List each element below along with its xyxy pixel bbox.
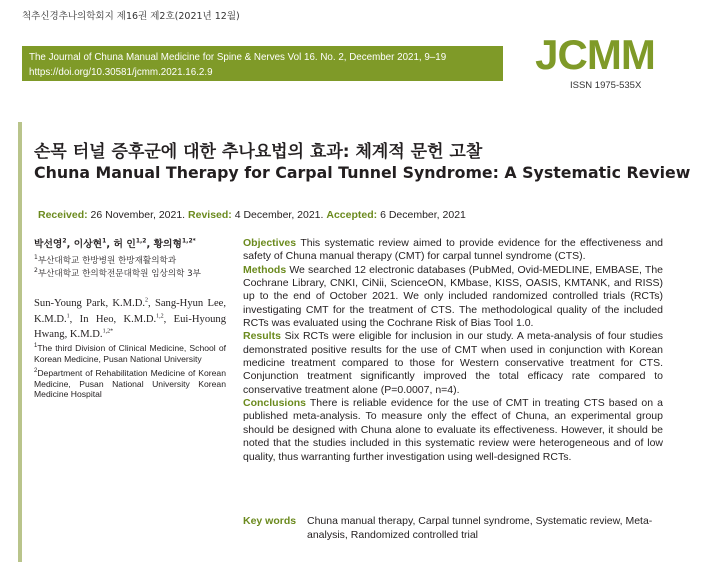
abstract-methods	[243, 264, 663, 331]
author-affiliation-mark: 1	[102, 237, 107, 245]
conclusions-heading: Conclusions	[243, 397, 307, 410]
affiliation-mark: 2	[34, 368, 38, 375]
author-affiliation-mark: 1,2	[135, 237, 147, 245]
left-margin-rule	[18, 122, 22, 562]
affiliation-mark: 2	[34, 267, 38, 275]
article-dates	[38, 209, 466, 221]
journal-logo: JCMM	[535, 31, 655, 78]
objectives-heading: Objectives	[243, 237, 297, 249]
author-affiliation-mark: 1,2*	[102, 328, 114, 335]
journal-citation: The Journal of Chuna Manual Medicine for Spine & Nerves Vol 16. No. 2, December 2021, 9–19	[29, 52, 447, 63]
author-affiliation-mark: 2	[62, 237, 67, 245]
results-heading: Results	[243, 330, 281, 343]
affiliation-mark: 1	[34, 254, 38, 262]
affiliation-item	[34, 255, 239, 268]
author-name: In Heo, K.M.D.	[79, 313, 157, 325]
author-name: 허 인	[113, 239, 136, 250]
keywords-text: Chuna manual therapy, Carpal tunnel syndrome, Systematic review, Meta-analysis, Randomized controlled trial	[307, 515, 653, 541]
author-affiliation-mark: 1,2	[156, 312, 164, 319]
author-name: 이상현	[73, 239, 103, 250]
affiliation-item	[34, 368, 226, 400]
issn-number: ISSN 1975-535X	[570, 80, 642, 91]
affiliation-text: Department of Rehabilitation Medicine of Korean Medicine, Pusan National University Korean Medicine Hospital	[34, 368, 226, 400]
affiliation-item	[34, 268, 239, 281]
abstract-conclusions	[243, 397, 663, 464]
journal-name-korean: 척추신경추나의학회지 제16권 제2호(2021년 12월)	[22, 11, 240, 22]
doi-link[interactable]: https://doi.org/10.30581/jcmm.2021.16.2.9	[29, 67, 213, 78]
revised-date: 4 December, 2021.	[234, 209, 324, 221]
title-korean: 손목 터널 증후군에 대한 추나요법의 효과: 체계적 문헌 고찰	[34, 142, 483, 162]
abstract-results	[243, 330, 663, 397]
keywords	[243, 515, 663, 542]
accepted-label: Accepted:	[326, 209, 378, 221]
accepted-date: 6 December, 2021	[380, 209, 466, 221]
author-affiliation-mark: 1,2*	[182, 237, 196, 245]
keywords-heading: Key words	[243, 515, 297, 527]
methods-heading: Methods	[243, 263, 287, 276]
abstract-objectives	[243, 237, 663, 264]
received-label: Received:	[38, 209, 88, 221]
results-text: Six RCTs were eligible for inclusion in our study. A meta-analysis of four studies demonstrated positive results for the use of CMT when used in conjunction with Korean medicine treatment compared to those for Western conservative treatment for CTS. Conjunction treatment significantly improved the total efficacy rate compared to conservative treatment alone (P=0.0007, n=4).	[243, 330, 663, 396]
abstract	[243, 237, 663, 464]
affiliation-text: The third Division of Clinical Medicine, School of Korean Medicine, Pusan National University	[34, 343, 226, 364]
affiliation-text: 부산대학교 한방병원 한방재활의학과	[37, 256, 177, 266]
authors-english: Sun-Young Park, K.M.D.$^2$, Sang-Hyun Lee, K.M.D.$^1$, In Heo, K.M.D.$^{1,2}$, Eui-Hyoung Hwang, K.M.D.$^{1,2*}$	[34, 297, 227, 340]
objectives-text: This systematic review aimed to provide evidence for the effectiveness and safety of Chuna manual therapy (CMT) for carpal tunnel syndrome (CTS).	[243, 237, 664, 263]
authors-korean: 박선영$^2$, 이상현$^1$, 허 인$^{1,2}$, 황의형$^{1,2*}$	[34, 237, 196, 250]
author-name: 황의형	[153, 239, 182, 250]
affiliation-mark: 1	[34, 343, 38, 350]
received-date: 26 November, 2021.	[90, 209, 186, 221]
revised-label: Revised:	[188, 209, 232, 221]
affiliations-english	[34, 343, 226, 404]
author-name: Sang-Hyun Lee, K.M.D.	[34, 298, 226, 325]
affiliation-text: 부산대학교 한의학전문대학원 임상의학 3부	[37, 269, 201, 279]
journal-banner	[22, 46, 503, 81]
author-affiliation-mark: 2	[145, 297, 149, 304]
conclusions-text: There is reliable evidence for the use of CMT in treating CTS based on a published meta-analysis. To measure only the effect of Chuna, an experimental group should be designed with Chuna alone to evaluate its effectiveness. However, it should be noted that the studies included in this systematic review were heterogeneous and of low quality, thus warranting further investigation using well-designed RCTs.	[243, 397, 663, 463]
methods-text: We searched 12 electronic databases (PubMed, Ovid-MEDLINE, EMBASE, The Cochrane Library, CNKI, CiNii, ScienceON, KMbase, KISS, OASIS, KMTANK, and RISS) up to the end of October 2021. We only included randomized controlled trials (RCTs) investigating CMT for the treatment of CTS. The methodological quality of the included RCTs was evaluated using the Cochrane Risk of Bias Tool 1.0.	[243, 263, 663, 330]
affiliation-item	[34, 343, 226, 364]
author-name: Eui-Hyoung Hwang, K.M.D.	[34, 313, 227, 340]
title-english: Chuna Manual Therapy for Carpal Tunnel Syndrome: A Systematic Review	[34, 163, 691, 182]
author-name: Sun-Young Park, K.M.D.	[34, 298, 146, 309]
author-affiliation-mark: 1	[66, 312, 70, 319]
author-name: 박선영	[34, 239, 63, 250]
affiliations-korean	[34, 255, 239, 281]
